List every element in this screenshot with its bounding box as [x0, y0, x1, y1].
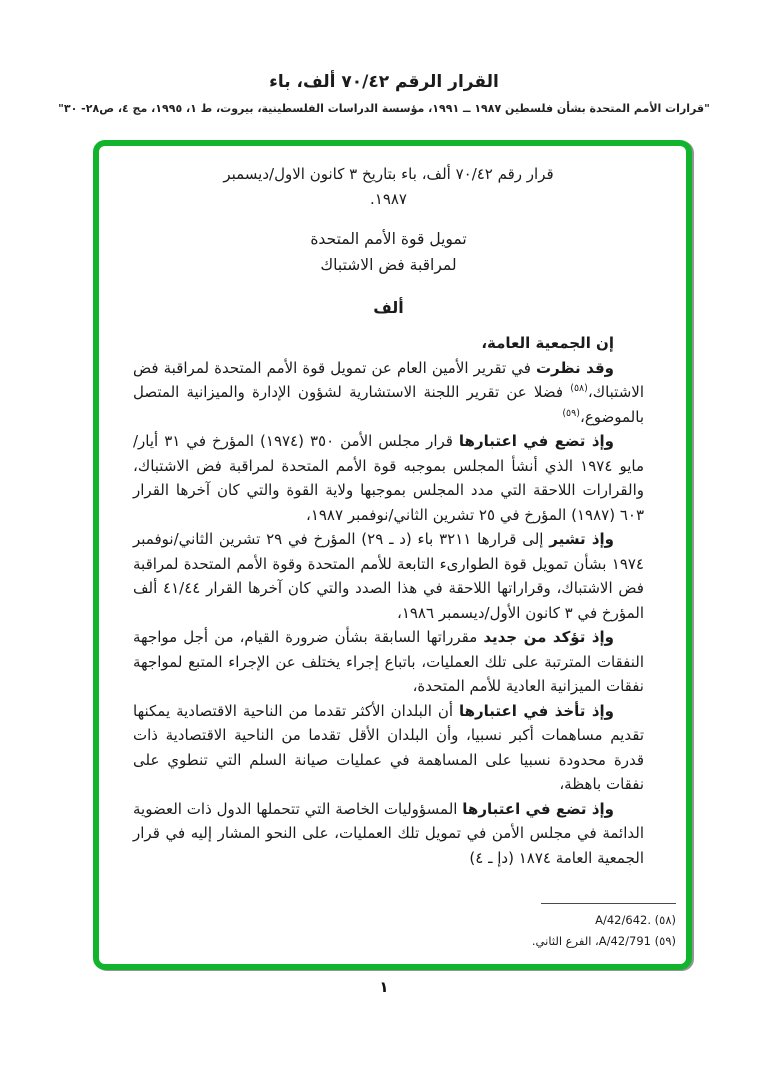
heading-line-1: تمويل قوة الأمم المتحدة	[310, 230, 467, 248]
paragraph-text: مقرراتها السابقة بشأن ضرورة القيام، من أجل مواجهة النفقات المترتبة على تلك العمليات، باتباع إجراء يختلف عن الإجراء المتبع لمواجهة نفقات الميزانية العادية للأمم المتحدة،	[133, 628, 644, 695]
paragraph-lead: وإذ تضع في اعتبارها	[458, 432, 614, 450]
paragraph-lead: وإذ تضع في اعتبارها	[462, 799, 614, 818]
preamble-paragraph	[133, 625, 644, 699]
preamble-paragraph	[133, 527, 644, 625]
paragraph-text: المسؤوليات الخاصة التي تتحملها الدول ذات العضوية الدائمة في مجلس الأمن في تمويل تلك العمليات، على النحو المشار إليه في قرار الجمعية العامة ١٨٧٤ (دإ ـ ٤)	[133, 799, 644, 867]
preamble-intro: إن الجمعية العامة،	[481, 334, 614, 352]
paragraph-text: إلى قرارها ٣٢١١ باء (د ـ ٢٩) المؤرخ في ٢٩ تشرين الثاني/نوفمبر ١٩٧٤ بشأن تمويل قوة الطوارىء التابعة للأمم المتحدة وقوة الأمم المتحدة لمراقبة فض الاشتباك، وقراراتها اللاحقة في هذا الصدد والتي كان آخرها القرار ٤١/٤٤ ألف المؤرخ في ٣ كانون الأول/ديسمبر ١٩٨٦،	[133, 530, 644, 622]
paragraph-text: أن البلدان الأكثر تقدما من الناحية الاقتصادية يمكنها تقديم مساهمات أكبر نسبيا، وأن البلدان الأقل تقدما من الناحية الاقتصادية ذات قدرة محدودة نسبيا على المساهمة في عمليات صيانة السلم التي تنطوي على نفقات باهظة،	[133, 701, 644, 793]
preamble-paragraph	[133, 429, 644, 527]
opening-line-1: قرار رقم ٧٠/٤٢ ألف، باء بتاريخ ٣ كانون الاول/ديسمبر	[223, 165, 554, 183]
opening-statement	[133, 162, 644, 212]
footnote-59	[376, 931, 676, 952]
footnote-58	[376, 910, 676, 931]
paragraph-lead: وإذ تشير	[549, 530, 614, 548]
footnotes-block	[376, 903, 676, 952]
footnote-tail: ، الفرع الثاني.	[531, 934, 599, 948]
paragraph-text: فضلا عن تقرير اللجنة الاستشارية لشؤون الإدارة والميزانية المتصل بالموضوع،	[133, 383, 644, 426]
section-label-alef: ألف	[373, 298, 404, 317]
paragraph-lead: وقد نظرت	[535, 358, 614, 377]
page-number: ١	[379, 978, 389, 996]
footnote-doc-symbol: A/42/642.	[595, 913, 651, 927]
page-title: القرار الرقم ٧٠/٤٢ ألف، باء	[269, 72, 499, 92]
paragraph-text: في تقرير الأمين العام عن تمويل قوة الأمم المتحدة لمراقبة فض الاشتباك،	[133, 358, 644, 401]
resolution-body	[133, 331, 644, 870]
resolution-box	[93, 140, 692, 970]
paragraph-lead: وإذ تؤكد من جديد	[483, 628, 614, 646]
preamble-paragraph	[133, 699, 644, 797]
footnote-ref-59: (٥٩)	[562, 407, 580, 419]
paragraph-lead: وإذ تأخذ في اعتبارها	[459, 701, 614, 720]
resolution-heading	[133, 226, 644, 278]
preamble-paragraph-considered	[133, 356, 644, 430]
heading-line-2: لمراقبة فض الاشتباك	[320, 256, 457, 274]
footnote-ref: (٥٨)	[654, 913, 676, 927]
source-citation: "قرارات الأمم المتحدة بشأن فلسطين ١٩٨٧ ــ ١٩٩١، مؤسسة الدراسات الفلسطينية، بيروت، ط ١، ١٩٩٥، مج ٤، ص٢٨- ٣٠"	[58, 102, 710, 115]
footnote-ref: (٥٩)	[654, 934, 676, 948]
footnote-separator	[541, 903, 676, 904]
opening-line-2: ١٩٨٧.	[369, 190, 407, 208]
footnote-doc-symbol: A/42/791	[598, 934, 651, 948]
footnote-ref-58: (٥٨)	[570, 383, 588, 394]
preamble-paragraph	[133, 797, 644, 871]
paragraph-text: قرار مجلس الأمن ٣٥٠ (١٩٧٤) المؤرخ في ٣١ أيار/مايو ١٩٧٤ الذي أنشأ المجلس بموجبه قوة الأمم المتحدة لمراقبة فض الاشتباك، والقرارات اللاحقة التي مدد المجلس بموجبها ولاية القوة والتي كان آخرها القرار ٦٠٣ (١٩٨٧) المؤرخ في ٢٥ تشرين الثاني/نوفمبر ١٩٨٧،	[133, 432, 645, 524]
